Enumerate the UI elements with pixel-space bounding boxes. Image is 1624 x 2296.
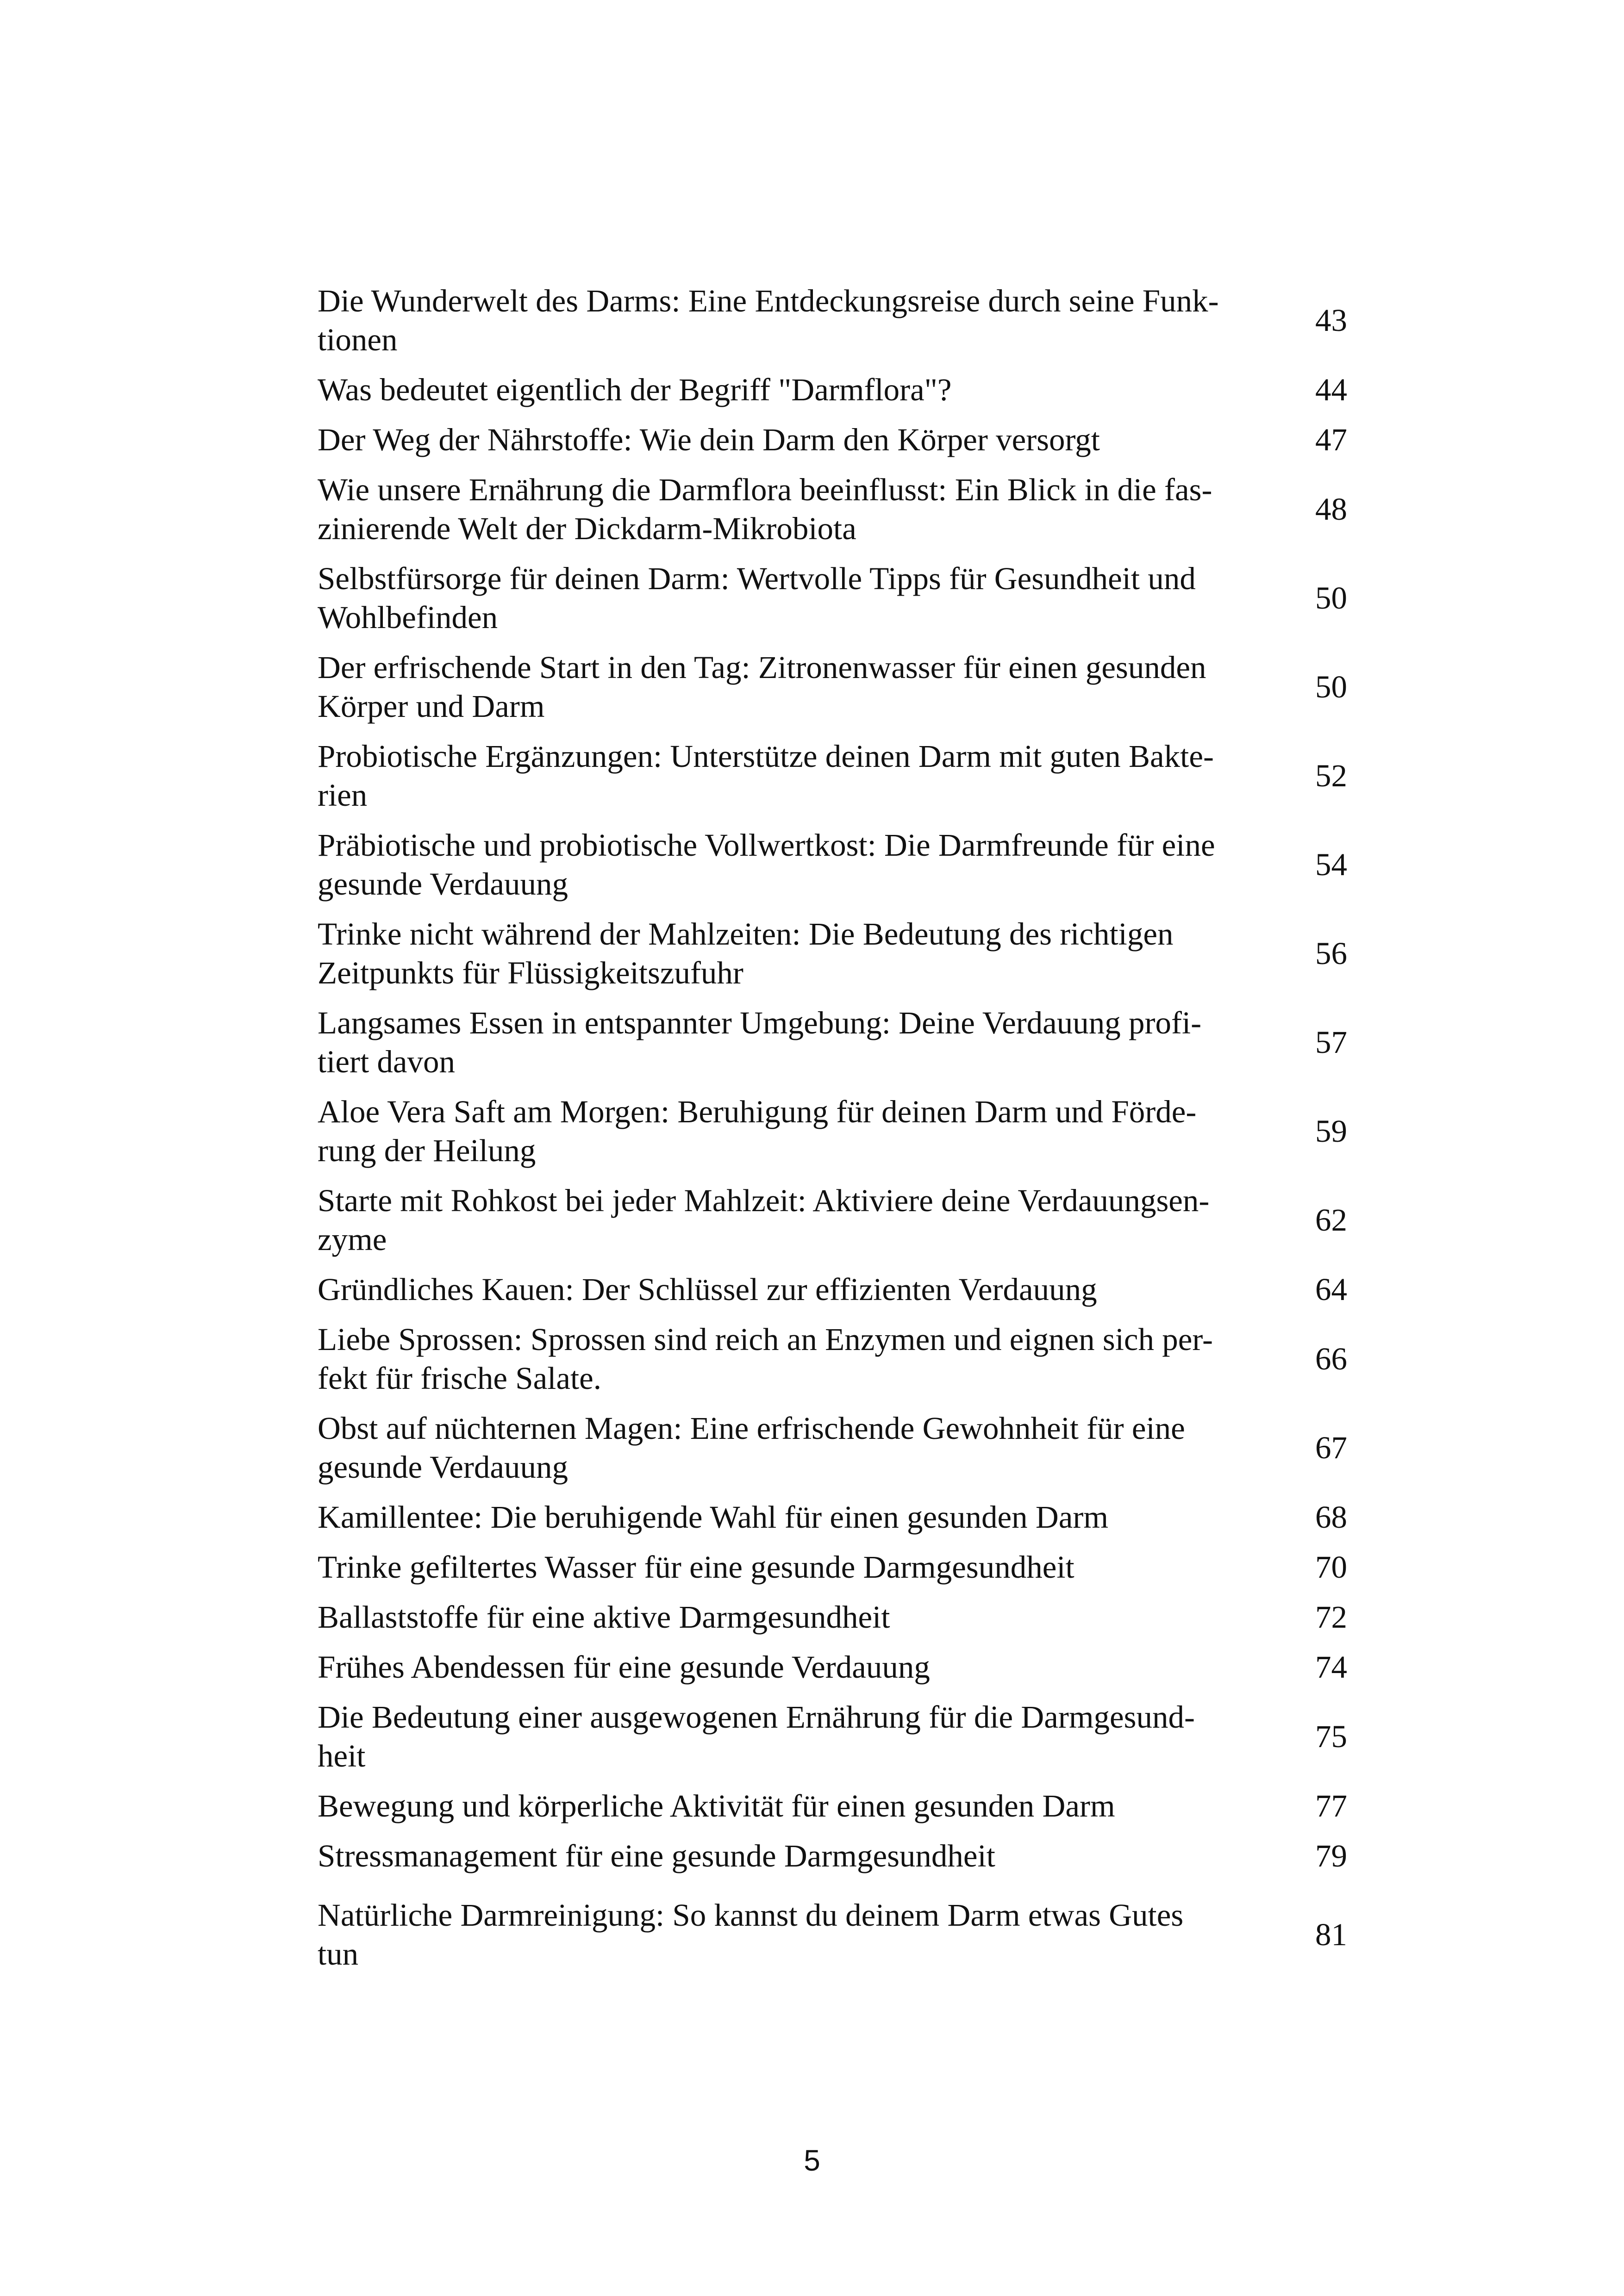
toc-entry-page: 57 [1315,1025,1347,1060]
toc-entry-page: 44 [1315,372,1347,407]
toc-entry-page: 70 [1315,1549,1347,1585]
toc-entry-title: Langsames Essen in entspannter Umgebung: Deine Verdauung profi- tiert davon [318,1005,1202,1079]
toc-entry[interactable] [318,1409,1347,1487]
toc-entry[interactable] [318,470,1347,548]
toc-entry[interactable] [318,1270,1347,1309]
toc-entry-title: Kamillentee: Die beruhigende Wahl für einen gesunden Darm [318,1500,1108,1535]
toc-entry[interactable] [318,1648,1347,1686]
toc-entry-page: 79 [1315,1838,1347,1873]
toc-entry-title: Liebe Sprossen: Sprossen sind reich an Enzymen und eignen sich per- fekt für frische Salate. [318,1322,1213,1396]
toc-entry-page: 64 [1315,1272,1347,1307]
toc-entry-title: Natürliche Darmreinigung: So kannst du deinem Darm etwas Gutes tun [318,1898,1184,1972]
toc-entry-page: 50 [1315,669,1347,704]
toc-entry-title: Trinke nicht während der Mahlzeiten: Die Bedeutung des richtigen Zeitpunkts für Flüssigkeitszufuhr [318,916,1174,990]
toc-entry[interactable] [318,1836,1347,1875]
toc-entry-title: Wie unsere Ernährung die Darmflora beeinflusst: Ein Blick in die fas- zinierende Welt der Dickdarm-Mikrobiota [318,472,1212,546]
toc-entry-page: 59 [1315,1114,1347,1149]
toc-entry-page: 54 [1315,847,1347,882]
toc-entry-title: Präbiotische und probiotische Vollwertkost: Die Darmfreunde für eine gesunde Verdauung [318,828,1215,902]
toc-entry-title: Gründliches Kauen: Der Schlüssel zur effizienten Verdauung [318,1272,1097,1307]
toc-entry-page: 72 [1315,1599,1347,1635]
toc-entry-title: Obst auf nüchternen Magen: Eine erfrischende Gewohnheit für eine gesunde Verdauung [318,1411,1185,1485]
toc-entry[interactable] [318,1598,1347,1636]
toc-entry-page: 68 [1315,1500,1347,1535]
toc-entry-page: 74 [1315,1649,1347,1685]
toc-entry[interactable] [318,648,1347,726]
toc-entry[interactable] [318,737,1347,815]
toc-entry[interactable] [318,1003,1347,1081]
toc-entry[interactable] [318,826,1347,903]
toc-entry-page: 75 [1315,1719,1347,1754]
toc-entry-page: 50 [1315,580,1347,616]
toc-entry-page: 81 [1315,1917,1347,1952]
toc-entry-title: Frühes Abendessen für eine gesunde Verdauung [318,1649,930,1685]
page-number: 5 [804,2144,820,2177]
toc-entry-title: Was bedeutet eigentlich der Begriff "Darmflora"? [318,372,952,407]
toc-entry-title: Ballaststoffe für eine aktive Darmgesundheit [318,1599,890,1635]
toc-entry-page: 67 [1315,1430,1347,1465]
toc-entry-page: 66 [1315,1341,1347,1376]
toc-entry[interactable] [318,559,1347,637]
toc-entry-title: Der Weg der Nährstoffe: Wie dein Darm den Körper versorgt [318,422,1100,457]
toc-entry-page: 62 [1315,1202,1347,1238]
toc-entry-title: Probiotische Ergänzungen: Unterstütze deinen Darm mit guten Bakte- rien [318,739,1214,813]
toc-entry-title: Stressmanagement für eine gesunde Darmgesundheit [318,1838,995,1873]
toc-entry[interactable] [318,915,1347,992]
toc-entry[interactable] [318,1092,1347,1170]
toc-entry-title: Bewegung und körperliche Aktivität für einen gesunden Darm [318,1788,1115,1823]
toc-entry-title: Der erfrischende Start in den Tag: Zitronenwasser für einen gesunden Körper und Darm [318,650,1206,724]
toc-entry[interactable] [318,1498,1347,1537]
toc-entry[interactable] [318,1786,1347,1825]
toc-entry-page: 77 [1315,1788,1347,1823]
toc-entry-page: 48 [1315,492,1347,527]
toc-entry-page: 47 [1315,422,1347,457]
toc-entry-page: 56 [1315,936,1347,971]
toc-entry-title: Die Wunderwelt des Darms: Eine Entdeckungsreise durch seine Funk- tionen [318,283,1219,357]
toc-entry-page: 52 [1315,758,1347,793]
toc-entry[interactable] [318,1896,1347,1973]
toc-entry-title: Trinke gefiltertes Wasser für eine gesunde Darmgesundheit [318,1549,1074,1585]
toc-entry-page: 43 [1315,303,1347,338]
toc-entry[interactable] [318,1548,1347,1587]
toc-entry[interactable] [318,420,1347,459]
toc-entry-title: Aloe Vera Saft am Morgen: Beruhigung für deinen Darm und Förde- rung der Heilung [318,1094,1197,1168]
toc-entry[interactable] [318,1698,1347,1775]
toc-entry-title: Die Bedeutung einer ausgewogenen Ernährung für die Darmgesund- heit [318,1699,1195,1773]
toc-entry-title: Selbstfürsorge für deinen Darm: Wertvolle Tipps für Gesundheit und Wohlbefinden [318,561,1196,635]
toc-entry[interactable] [318,370,1347,409]
toc-entry-title: Starte mit Rohkost bei jeder Mahlzeit: Aktiviere deine Verdauungsen- zyme [318,1183,1210,1257]
toc-entry[interactable] [318,1320,1347,1398]
toc-entry[interactable] [318,1181,1347,1259]
toc-entry[interactable] [318,281,1347,359]
